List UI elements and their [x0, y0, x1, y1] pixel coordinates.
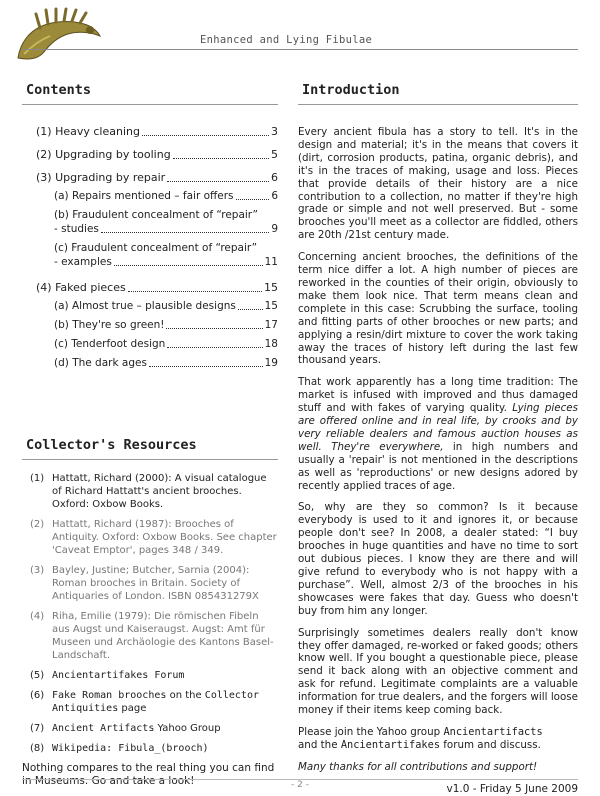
- list-item: (5) Ancientartifakes Forum: [30, 669, 278, 682]
- toc-entry[interactable]: (3) Upgrading by repair 6: [36, 171, 278, 184]
- list-item: (1) Hattatt, Richard (2000): A visual catalogue of Richard Hattatt's ancient brooches. Oxford: Oxbow Books.: [30, 473, 267, 510]
- toc-entry[interactable]: (4) Faked pieces 15: [36, 281, 278, 294]
- yahoo-group-link[interactable]: Ancientartifacts: [443, 725, 543, 738]
- toc-sub-entry[interactable]: (c) Fraudulent concealment of “repair” - examples 11: [54, 242, 278, 268]
- intro-paragraph: Concerning ancient brooches, the definitions of the term nice differ a lot. A high number of pieces are reworked in the counties of their origin, obviously to make them look nice. That term means clean and complete in this case: Scrubbing the surface, tooling and fitting parts of other brooches or new parts; and applying a resin/dirt mixture to cover the work taking away the traces of history left during the last few thousand years.: [298, 251, 578, 367]
- resource-link[interactable]: Fake Roman brooches: [52, 690, 167, 701]
- forum-link[interactable]: Ancientartifakes: [340, 738, 441, 751]
- toc-sub-entry-text: (b) Fraudulent concealment of “repair”: [54, 209, 259, 221]
- toc-entry[interactable]: (2) Upgrading by tooling 5: [36, 148, 278, 161]
- resources-list: [30, 472, 278, 755]
- list-item: (8) Wikipedia: Fibula_(brooch): [30, 742, 278, 755]
- fibula-brooch-logo: [10, 6, 102, 68]
- intro-paragraph: Surprisingly sometimes dealers really don't know they offer damaged, re-worked or faked goods; others know well. If you bought a questionable piece, please send it back along with an objective comment and ask for refund. Legitimate complaints are a valuable information for true dealers, and the forgers will loose money if their items keep coming back.: [298, 626, 578, 717]
- introduction-body: [298, 126, 578, 795]
- toc-sub-entry[interactable]: (b) They're so green! 17: [54, 319, 278, 331]
- page-number: - 2 -: [291, 780, 309, 790]
- resource-link[interactable]: Collector Antiquities: [52, 690, 259, 714]
- resources-title: Collector's Resources: [22, 433, 278, 460]
- toc-sub-entry[interactable]: (a) Almost true – plausible designs 15: [54, 300, 278, 312]
- resource-link[interactable]: Wikipedia: Fibula_(brooch): [52, 743, 209, 754]
- list-item: (2) Hattatt, Richard (1987): Brooches of Antiquity. Oxford: Oxbow Books. See chapter 'Caveat Emptor', pages 348 / 349.: [30, 519, 277, 556]
- toc-sub-entry[interactable]: (c) Tenderfoot design 18: [54, 338, 278, 350]
- intro-paragraph: So, why are they so common? Is it because everybody is used to it and ignores it, or because people don't see? In 2008, a dealer stated: “I buy brooches in huge quantities and have no time to sort out dubious pieces. I know they are there and will give refund to everybody who is not happy with a purchase”. Well, almost 2/3 of the brooches in his showcases were fakes that day. Guess who doesn't buy from him any longer.: [298, 501, 578, 617]
- list-item: (7) Ancient Artifacts Yahoo Group: [30, 723, 221, 734]
- intro-paragraph: Every ancient fibula has a story to tell. It's in the design and material; it's in the means that covers it (dirt, corrosion products, patina, organic debris), and it's in the traces of making, usage and loss. Pieces that provide details of their history are a nice contribution to a collection, no matter if they're high grade or simple and not well preserved. But - some brooches you'll meet as a collector are fiddled, others are 20th /21st century made.: [298, 126, 578, 242]
- toc-sub-entry[interactable]: (a) Repairs mentioned – fair offers 6: [54, 190, 278, 202]
- intro-paragraph: Please join the Yahoo group Ancientartifacts and the Ancientartifakes forum and discuss.: [298, 725, 543, 751]
- toc-entry[interactable]: (1) Heavy cleaning 3: [36, 125, 278, 138]
- intro-paragraph: That work apparently has a long time tradition: The market is infused with improved and thus damaged stuff and with fakes of varying quality. Lying pieces are offered online and in real life, by crooks and by very reliable dealers and famous auction houses as well. They're everywhere, in high numbers and usually a 'repair' is not mentioned in the descriptions as well as 'reproductions' or new designs adored by recently applied traces of age.: [298, 376, 578, 492]
- resource-link[interactable]: Ancient Artifacts: [52, 723, 155, 734]
- contents-title: Contents: [22, 78, 278, 105]
- version-stamp: v1.0 - Friday 5 June 2009: [446, 782, 578, 795]
- list-item: (4) Riha, Emilie (1979): Die römischen Fibeln aus Augst und Kaiseraugst. Augst: Amt für Museen und Archäologie des Kantons Basel-Landschaft.: [30, 611, 274, 661]
- thanks-note: Many thanks for all contributions and support!: [298, 760, 538, 773]
- right-column: [298, 78, 578, 795]
- list-item: (3) Bayley, Justine; Butcher, Sarnia (2004): Roman brooches in Britain. Society of Antiquaries of London. ISBN 085431279X: [30, 565, 259, 602]
- header-rule: [22, 49, 578, 50]
- running-title: Enhanced and Lying Fibulae: [200, 34, 373, 46]
- toc-sub-entry-text: (c) Fraudulent concealment of “repair”: [54, 242, 258, 254]
- list-item: (6) Fake Roman brooches on the Collector Antiquities page: [30, 690, 259, 714]
- introduction-title: Introduction: [298, 78, 578, 105]
- resource-link[interactable]: Ancientartifakes Forum: [52, 670, 185, 681]
- closing-note: Nothing compares to the real thing you can find in Museums. Go and take a look!: [22, 762, 275, 787]
- left-column: [22, 78, 278, 788]
- toc-sub-entry[interactable]: (d) The dark ages 19: [54, 357, 278, 369]
- toc-sub-entry[interactable]: (b) Fraudulent concealment of “repair” - studies 9: [54, 209, 278, 235]
- table-of-contents: [36, 125, 278, 370]
